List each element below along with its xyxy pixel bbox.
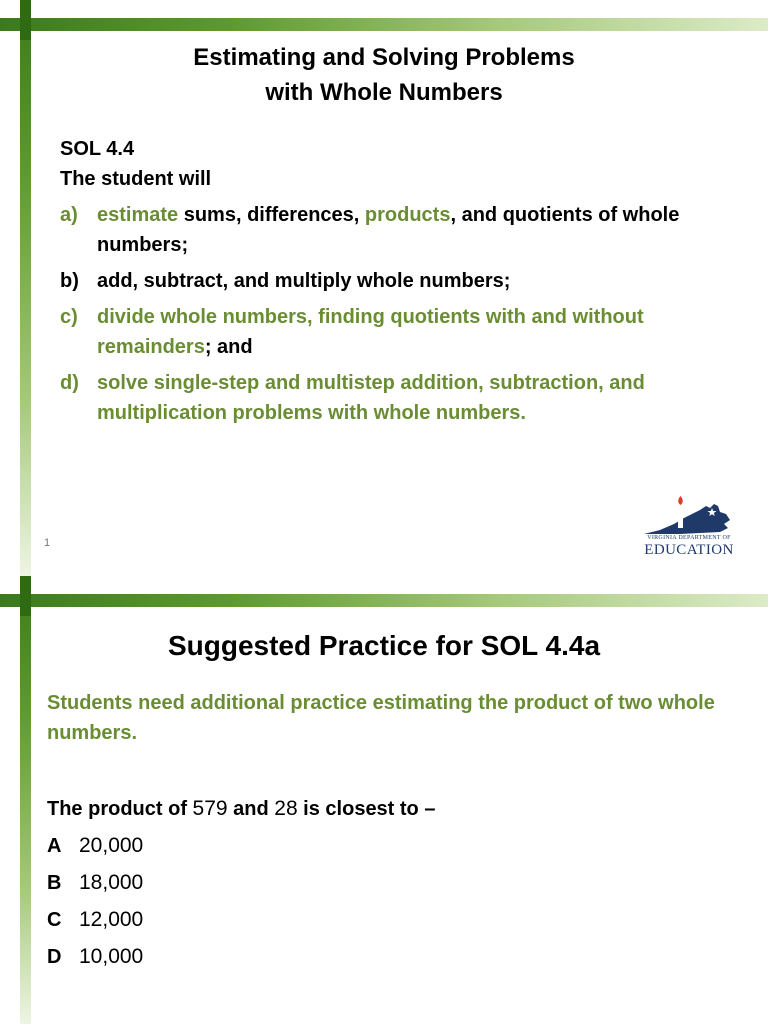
sol-objective-item (60, 266, 740, 296)
highlighted-text: solve single-step and multistep addition, subtraction, and multiplication problems with whole numbers. (97, 372, 645, 424)
answer-choice-c (47, 905, 447, 942)
highlighted-text: divide whole numbers, finding quotients with and without remainders (97, 306, 644, 358)
sol-standard-block (60, 134, 740, 428)
plain-text: ; and (204, 336, 253, 358)
sol-objective-list (60, 200, 740, 428)
question-suffix: is closest to – (297, 798, 436, 820)
sol-objective-item (60, 368, 740, 428)
question-text (47, 794, 727, 824)
choice-letter: B (47, 872, 62, 894)
question-number-1: 579 (192, 797, 228, 820)
slide-2 (0, 576, 768, 1024)
choice-letter: D (47, 946, 62, 968)
question-middle: and (227, 798, 275, 820)
answer-choices (47, 831, 447, 979)
slide-frame-corner (20, 576, 31, 616)
sol-label: SOL 4.4 (60, 138, 135, 160)
slide-1-title-line-1: Estimating and Solving Problems (193, 44, 575, 71)
sol-objective-text (97, 368, 740, 428)
answer-choice-d (47, 942, 447, 979)
question-prefix: The product of (47, 798, 193, 820)
slide-frame-top-bar (0, 18, 768, 31)
answer-choice-b (47, 868, 447, 905)
sol-intro: The student will (60, 168, 212, 190)
highlighted-text: estimate (97, 204, 179, 226)
choice-value: 10,000 (79, 945, 144, 968)
sol-objective-text (97, 302, 740, 362)
slide-frame-top-bar (0, 594, 768, 607)
choice-value: 20,000 (79, 834, 144, 857)
vdoe-logo (640, 494, 736, 560)
plain-text: add, subtract, and multiply whole numbers; (97, 270, 511, 292)
sol-objective-text (97, 200, 740, 260)
sol-objective-marker: b) (60, 270, 79, 292)
plain-text: , and quotients of whole numbers; (97, 204, 680, 256)
highlighted-text: products (364, 204, 451, 226)
slide-frame-corner (20, 0, 31, 40)
slide-1-title-line-2: with Whole Numbers (265, 79, 503, 106)
sol-objective-text (97, 266, 740, 296)
question-number-2: 28 (274, 797, 298, 820)
logo-wordmark: EDUCATION (644, 542, 734, 558)
sol-objective-marker: d) (60, 372, 79, 394)
virginia-map-icon (640, 494, 736, 538)
choice-letter: A (47, 835, 62, 857)
plain-text: sums, differences, (178, 204, 365, 226)
practice-intro: Students need additional practice estimating the product of two whole numbers. (47, 692, 715, 744)
slide-2-title: Suggested Practice for SOL 4.4a (167, 630, 601, 661)
slide-1-title (0, 40, 768, 110)
choice-value: 12,000 (79, 908, 144, 931)
choice-value: 18,000 (79, 871, 144, 894)
sol-objective-marker: a) (60, 204, 78, 226)
logo-small-text: VIRGINIA DEPARTMENT OF (647, 535, 731, 541)
page-number: 1 (44, 537, 51, 549)
choice-letter: C (47, 909, 62, 931)
sol-objective-marker: c) (60, 306, 78, 328)
sol-objective-item (60, 200, 740, 260)
answer-choice-a (47, 831, 447, 868)
sol-objective-item (60, 302, 740, 362)
